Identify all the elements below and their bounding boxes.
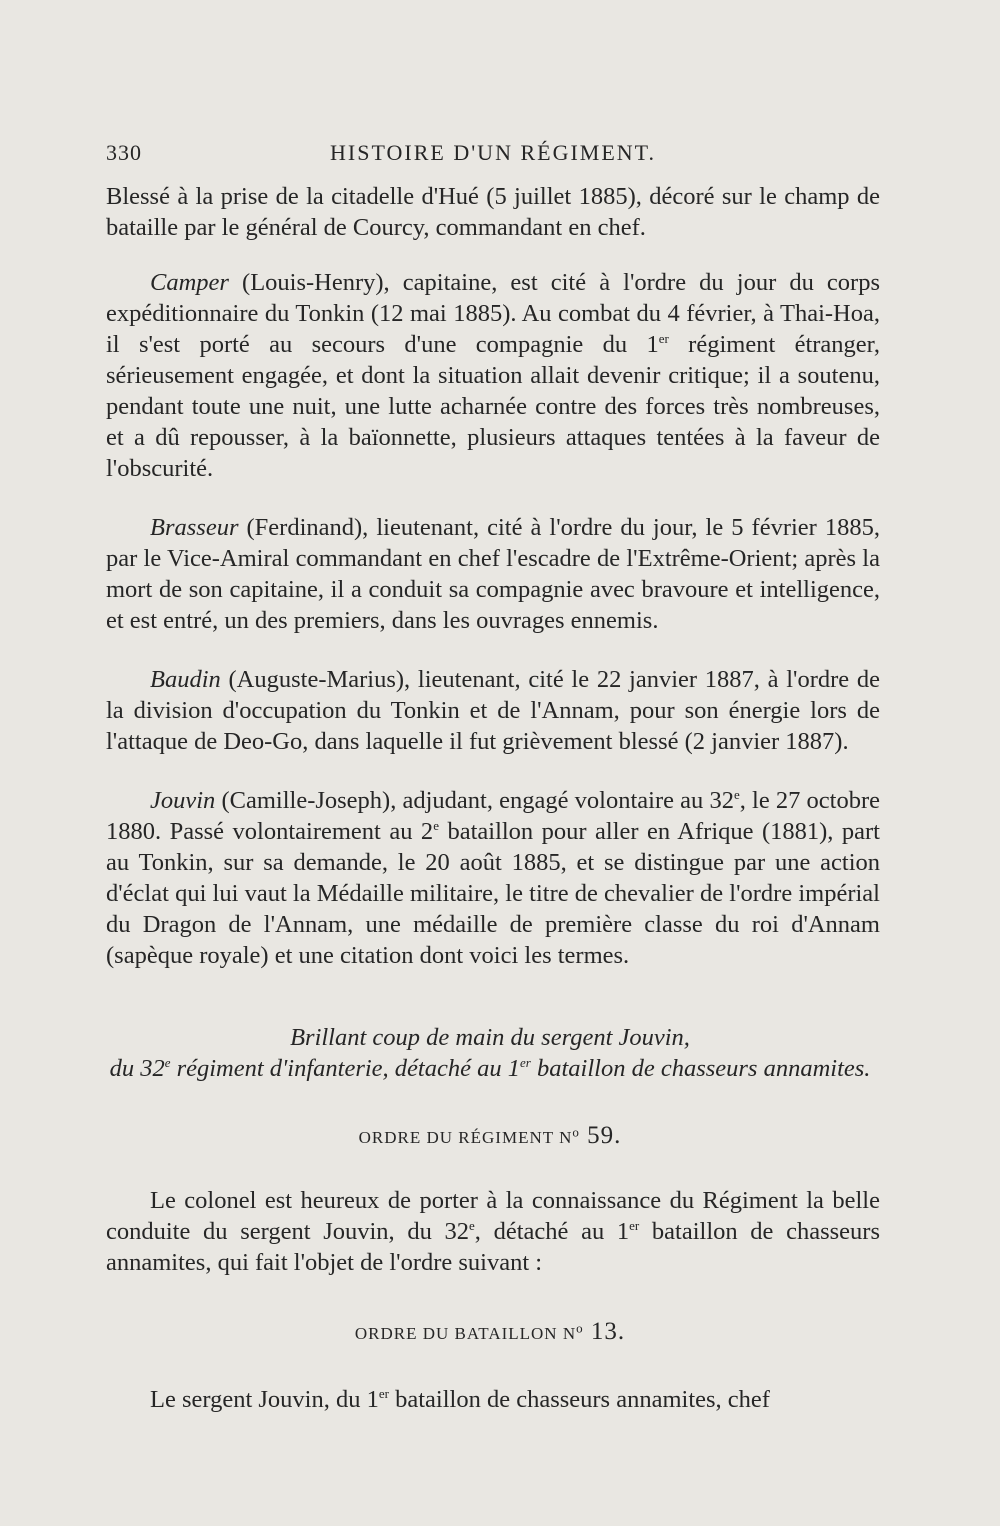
paragraph-text: bataillon pour aller en Afrique (1881), part au Tonkin, sur sa demande, le 20 août 1885, et se distingue par une action d'éclat qui lui vaut la Médaille militaire, le titre de chevalier de l'ordre impérial du Dragon de l'Annam, une médaille de première classe du roi d'Annam (sapèque royale) et une citation dont voici les termes. [106, 818, 880, 969]
citation-text: régiment d'infanterie, détaché au 1 [170, 1055, 520, 1082]
paragraph-text: (Ferdinand), lieutenant, cité à l'ordre du jour, le 5 février 1885, par le Vice-Amiral commandant en chef l'escadre de l'Extrême-Orient; après la mort de son capitaine, il a conduit sa compagnie avec bravoure et intelligence, et est entré, un des premiers, dans les ouvrages ennemis. [106, 514, 880, 634]
paragraph-text: bataillon de chasseurs annamites, qui fait l'objet de l'ordre suivant : [106, 1218, 880, 1276]
superscript: e [469, 1217, 475, 1233]
paragraph-jouvin [106, 785, 880, 971]
citation-text: du 32 [109, 1055, 165, 1082]
superscript: er [378, 1385, 389, 1401]
superscript: o [572, 1124, 580, 1140]
paragraph-text: (Camille-Joseph), adjudant, engagé volontaire au 32 [215, 787, 734, 814]
paragraph-blesse [106, 181, 880, 243]
superscript: er [629, 1217, 640, 1233]
order-label: ORDRE DU RÉGIMENT N [358, 1128, 573, 1147]
superscript: e [164, 1054, 171, 1070]
paragraph-text: Blessé à la prise de la citadelle d'Hué (5 juillet 1885), décoré sur le champ de bataille par le général de Courcy, commandant en chef. [106, 183, 880, 241]
superscript: o [576, 1320, 584, 1336]
citation-text: bataillon de chasseurs annamites. [530, 1055, 871, 1082]
paragraph-colonel [106, 1185, 880, 1278]
paragraph-text: , le 27 octobre 1880. Passé volontairement au 2 [106, 787, 880, 845]
superscript: er [658, 330, 669, 346]
citation-title-line1 [80, 1022, 900, 1053]
paragraph-text: (Louis-Henry), capitaine, est cité à l'ordre du jour du corps expéditionnaire du Tonkin (12 mai 1885). Au combat du 4 février, à Thai-Hoa, il s'est porté au secours d'une compagnie du 1 [106, 269, 880, 358]
page-number: 330 [106, 140, 142, 165]
order-bataillon-heading [80, 1318, 900, 1346]
paragraph-text: Le sergent Jouvin, du 1 [150, 1386, 379, 1413]
citation-title-line2 [70, 1053, 910, 1084]
superscript: e [733, 786, 740, 802]
superscript: er [520, 1054, 531, 1070]
paragraph-brasseur [106, 512, 880, 636]
paragraph-sergent [106, 1384, 880, 1415]
order-regiment-heading [80, 1122, 900, 1150]
superscript: e [433, 817, 439, 833]
paragraph-text: Le colonel est heureux de porter à la connaissance du Régiment la belle conduite du sergent Jouvin, du 32 [106, 1187, 880, 1245]
citation-text: Brillant coup de main du sergent Jouvin, [290, 1024, 690, 1051]
paragraph-text: (Auguste-Marius), lieutenant, cité le 22 janvier 1887, à l'ordre de la division d'occupation du Tonkin et de l'Annam, pour son énergie lors de l'attaque de Deo-Go, dans laquelle il fut grièvement blessé (2 janvier 1887). [106, 666, 880, 755]
person-name: Camper [150, 269, 229, 296]
paragraph-text: régiment étranger, sérieusement engagée, et dont la situation allait devenir critique; il a soutenu, pendant toute une nuit, une lutte acharnée contre des forces très nombreuses, et a dû repousser, à la baïonnette, plusieurs attaques tentées à la faveur de l'obscurité. [106, 331, 880, 482]
paragraph-text: bataillon de chasseurs annamites, chef [388, 1386, 770, 1413]
paragraph-baudin [106, 664, 880, 757]
order-number: 59. [579, 1122, 622, 1149]
paragraph-camper [106, 267, 880, 484]
person-name: Jouvin [150, 787, 216, 814]
page-header [106, 140, 880, 170]
person-name: Baudin [150, 666, 221, 693]
order-number: 13. [583, 1318, 626, 1345]
person-name: Brasseur [150, 514, 239, 541]
running-title: HISTOIRE D'UN RÉGIMENT. [330, 140, 656, 165]
paragraph-text: , détaché au 1 [474, 1218, 630, 1245]
order-label: ORDRE DU BATAILLON N [354, 1324, 577, 1343]
